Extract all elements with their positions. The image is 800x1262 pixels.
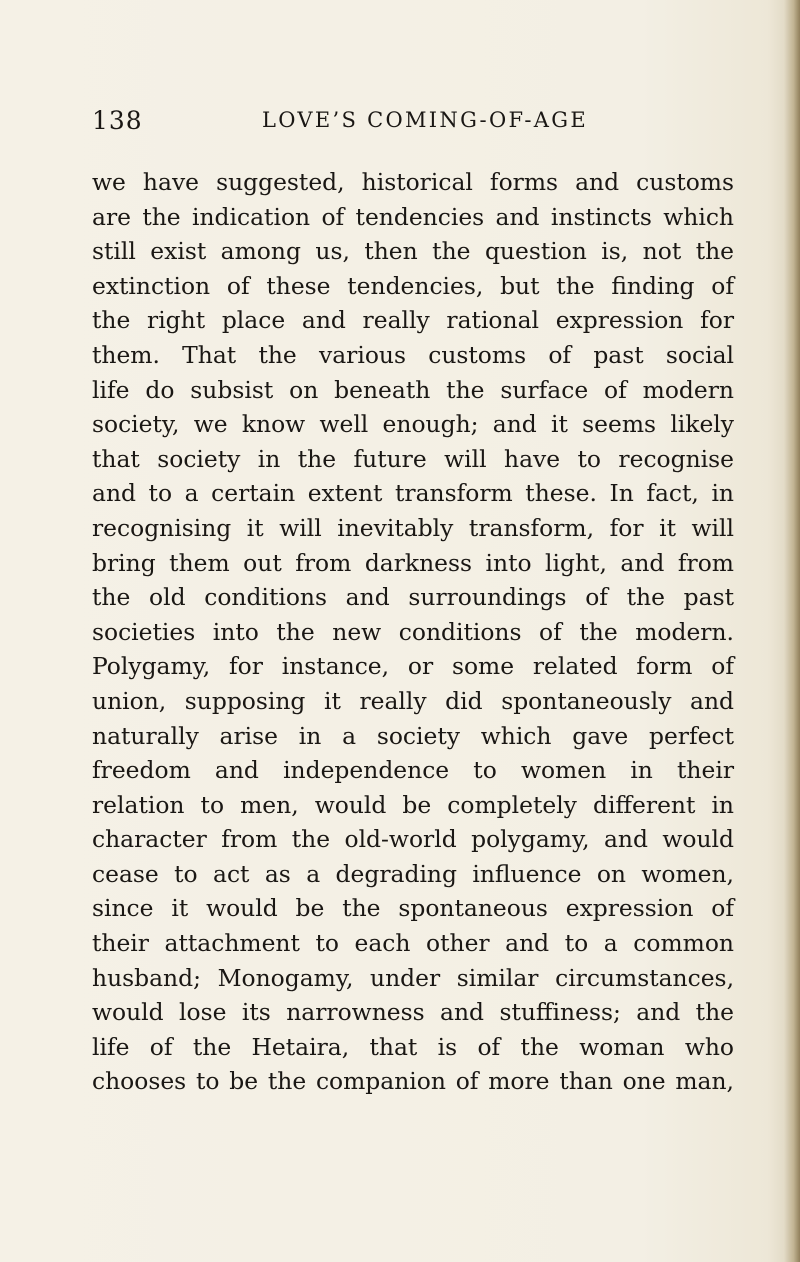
running-head: LOVE’S COMING-OF-AGE	[262, 108, 588, 132]
text-line: that society in the future will have to recognise	[92, 444, 734, 473]
page-edge-shadow	[784, 0, 800, 1262]
text-line: and to a certain extent transform these. In fact, in	[92, 479, 734, 508]
text-line: union, supposing it really did spontaneously and	[92, 686, 734, 715]
body-text	[92, 165, 734, 1099]
text-line: relation to men, would be completely different in	[92, 790, 734, 819]
text-line: extinction of these tendencies, but the finding of	[92, 271, 734, 300]
text-line: them. That the various customs of past social	[92, 340, 734, 369]
page-number: 138	[92, 106, 143, 135]
page-header	[92, 106, 708, 142]
text-line: husband; Monogamy, under similar circumstances,	[92, 963, 734, 992]
text-line: we have suggested, historical forms and customs	[92, 168, 734, 196]
text-line: still exist among us, then the question is, not the	[92, 237, 734, 266]
text-line: character from the old-world polygamy, and would	[92, 825, 734, 854]
text-line: society, we know well enough; and it seems likely	[92, 410, 734, 439]
text-line: societies into the new conditions of the modern.	[92, 617, 734, 646]
text-line: are the indication of tendencies and instincts which	[92, 202, 734, 231]
text-line: the right place and really rational expression for	[92, 306, 734, 335]
text-line: freedom and independence to women in their	[92, 756, 734, 785]
text-line: bring them out from darkness into light, and from	[92, 548, 734, 577]
text-line: their attachment to each other and to a common	[92, 929, 734, 958]
text-line: life of the Hetaira, that is of the woman who	[92, 1032, 734, 1061]
text-line: cease to act as a degrading influence on women,	[92, 859, 734, 888]
text-line: since it would be the spontaneous expression of	[92, 894, 734, 923]
text-line: Polygamy, for instance, or some related form of	[92, 652, 734, 681]
text-line: the old conditions and surroundings of the past	[92, 583, 734, 612]
text-line: chooses to be the companion of more than one man,	[92, 1067, 734, 1096]
text-line: recognising it will inevitably transform, for it will	[92, 513, 734, 542]
text-line: naturally arise in a society which gave perfect	[92, 721, 734, 750]
text-line: life do subsist on beneath the surface of modern	[92, 375, 734, 404]
text-line: would lose its narrowness and stuffiness; and the	[92, 998, 734, 1027]
